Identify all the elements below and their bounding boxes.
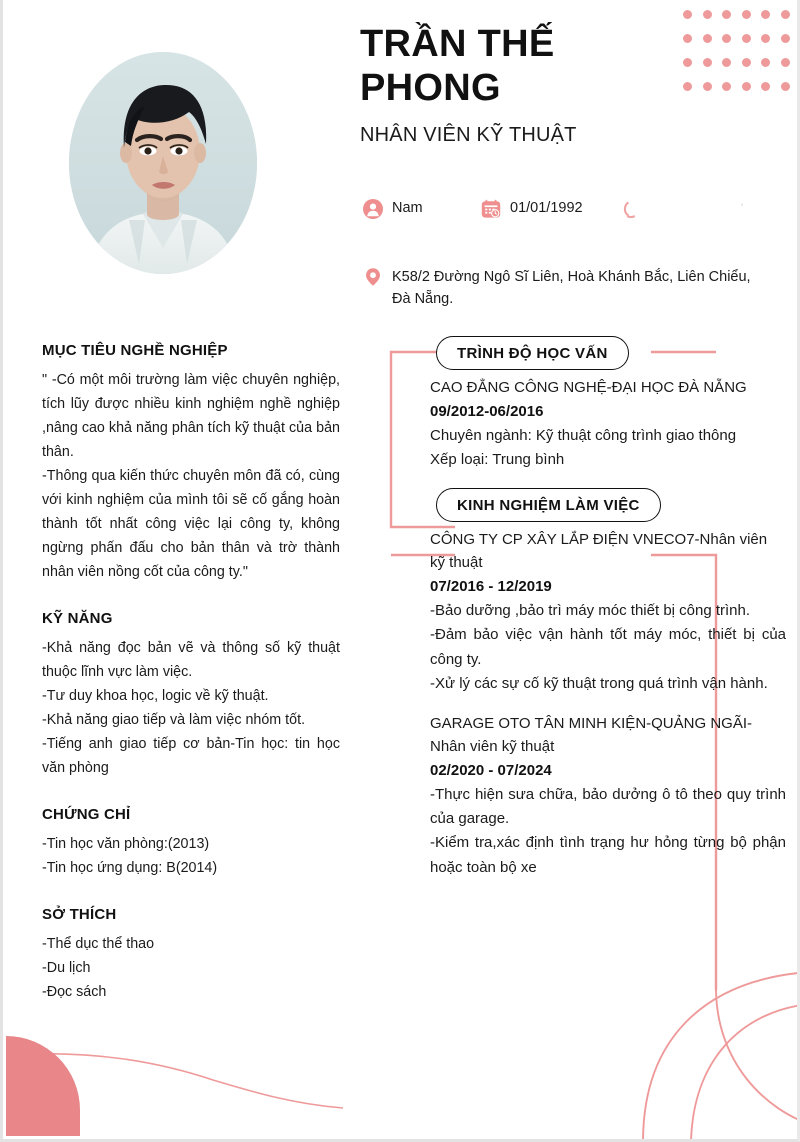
section-education <box>386 336 786 472</box>
dot-grid-dot <box>761 82 770 91</box>
section-experience <box>386 488 786 880</box>
experience-detail: -Đảm bảo việc vận hành tốt máy móc, thiết bị của công ty. <box>430 626 786 668</box>
education-org: CAO ĐẲNG CÔNG NGHỆ-ĐẠI HỌC ĐÀ NẴNG <box>430 379 747 396</box>
contact-row-primary <box>363 198 783 219</box>
dot-grid-dot <box>781 34 790 43</box>
experience-org: GARAGE OTO TÂN MINH KIỆN-QUẢNG NGÃI-Nhân viên kỹ thuật <box>430 715 752 755</box>
education-date: 09/2012-06/2016 <box>430 402 544 420</box>
dot-grid-dot <box>742 82 751 91</box>
section-certificates <box>42 806 340 880</box>
faint-mark: ' <box>741 202 744 214</box>
education-heading-row <box>386 336 786 370</box>
skill-item: -Tiếng anh giao tiếp cơ bản-Tin học: tin học văn phòng <box>42 736 340 777</box>
dot-grid-dot <box>781 10 790 19</box>
calendar-icon <box>481 199 501 219</box>
dot-grid-dot <box>781 82 790 91</box>
hobby-item: -Đọc sách <box>42 984 107 1001</box>
section-heading-experience: KINH NGHIỆM LÀM VIỆC <box>436 488 661 522</box>
contact-partial <box>621 198 744 219</box>
contact-gender <box>363 198 481 219</box>
partial-circle-icon <box>621 199 641 219</box>
candidate-name: TRẦN THẾ PHONG <box>360 23 555 110</box>
contact-dob <box>481 198 621 219</box>
skill-item: -Khả năng đọc bản vẽ và thông số kỹ thuật thuộc lĩnh vực làm việc. <box>42 640 340 681</box>
dot-grid-dot <box>742 34 751 43</box>
contact-gender-value: Nam <box>392 200 423 216</box>
profile-photo <box>69 52 257 274</box>
contact-block <box>363 198 783 311</box>
experience-detail: -Bảo dưỡng ,bảo trì máy móc thiết bị công trình. <box>430 601 751 619</box>
dot-grid-dot <box>722 82 731 91</box>
education-entry <box>430 377 786 472</box>
profile-photo-image <box>69 52 257 274</box>
person-icon <box>363 199 383 219</box>
dot-grid-dot <box>703 58 712 67</box>
dot-grid-dot <box>761 58 770 67</box>
hobby-item: -Du lịch <box>42 960 91 977</box>
dot-grid-dot <box>742 58 751 67</box>
experience-entry <box>430 713 786 880</box>
experience-entry <box>430 529 786 696</box>
experience-detail: -Kiểm tra,xác định tình trạng hư hỏng từng bộ phận hoặc toàn bộ xe <box>430 834 786 876</box>
dot-grid-dot <box>683 10 692 19</box>
objective-paragraph-1: " -Có một môi trường làm việc chuyên nghiệp, tích lũy được nhiều kinh nghiệm nghề nghiệp ,nâng cao khả năng phân tích kỹ thuật của bản thân. <box>42 372 340 461</box>
experience-detail: -Thực hiện sưa chữa, bảo dưởng ô tô theo quy trình của garage. <box>430 785 786 828</box>
right-column <box>386 336 786 880</box>
section-heading-objective: MỤC TIÊU NGHỀ NGHIỆP <box>42 342 228 359</box>
education-detail: Xếp loại: Trung bình <box>430 451 565 469</box>
section-heading-skills: KỸ NĂNG <box>42 610 113 628</box>
section-hobbies <box>42 906 340 1004</box>
bottom-left-blob-decoration <box>6 1036 80 1136</box>
experience-date: 07/2016 - 12/2019 <box>430 577 552 595</box>
dot-grid-dot <box>703 10 712 19</box>
education-entries <box>386 370 786 472</box>
skill-item: -Tư duy khoa học, logic về kỹ thuật. <box>42 688 269 705</box>
section-objective <box>42 342 340 584</box>
experience-date: 02/2020 - 07/2024 <box>430 761 552 779</box>
dot-grid-decoration <box>683 10 793 106</box>
hobby-item: -Thể dục thể thao <box>42 936 155 953</box>
dot-grid-dot <box>761 34 770 43</box>
education-detail: Chuyên ngành: Kỹ thuật công trình giao thông <box>430 426 737 444</box>
contact-address <box>363 266 763 311</box>
certificate-item: -Tin học văn phòng:(2013) <box>42 836 210 853</box>
dot-grid-dot <box>781 58 790 67</box>
section-heading-hobbies: SỞ THÍCH <box>42 906 117 924</box>
contact-dob-value: 01/01/1992 <box>510 200 583 216</box>
dot-grid-dot <box>703 82 712 91</box>
skill-item: -Khả năng giao tiếp và làm việc nhóm tốt. <box>42 712 306 729</box>
left-column <box>42 342 340 1004</box>
experience-org: CÔNG TY CP XÂY LẮP ĐIỆN VNECO7-Nhân viên kỹ thuật <box>430 531 768 572</box>
dot-grid-dot <box>722 58 731 67</box>
certificate-item: -Tin học ứng dụng: B(2014) <box>42 860 218 877</box>
header-block <box>360 22 690 147</box>
section-skills <box>42 610 340 780</box>
candidate-job-title: NHÂN VIÊN KỸ THUẬT <box>360 124 577 147</box>
dot-grid-dot <box>722 34 731 43</box>
section-heading-certificates: CHỨNG CHỈ <box>42 806 131 824</box>
experience-detail: -Xử lý các sự cố kỹ thuật trong quá trình vận hành. <box>430 674 768 692</box>
dot-grid-dot <box>742 10 751 19</box>
section-heading-education: TRÌNH ĐỘ HỌC VẤN <box>436 336 629 370</box>
experience-entries <box>386 522 786 880</box>
dot-grid-dot <box>722 10 731 19</box>
objective-paragraph-2: -Thông qua kiến thức chuyên môn đã có, cùng với kinh nghiệm của mình tôi sẽ cố gắng hoàn thành tốt nhất công việc lại công ty, không ngừng phấn đấu cho bản thân và trờ thành nhân viên nồng cốt của công ty." <box>42 468 340 581</box>
contact-address-value: K58/2 Đường Ngô Sĩ Liên, Hoà Khánh Bắc, Liên Chiểu, Đà Nẵng. <box>392 269 751 308</box>
experience-heading-row <box>386 488 786 522</box>
dot-grid-dot <box>703 34 712 43</box>
dot-grid-dot <box>761 10 770 19</box>
location-pin-icon <box>363 267 383 287</box>
